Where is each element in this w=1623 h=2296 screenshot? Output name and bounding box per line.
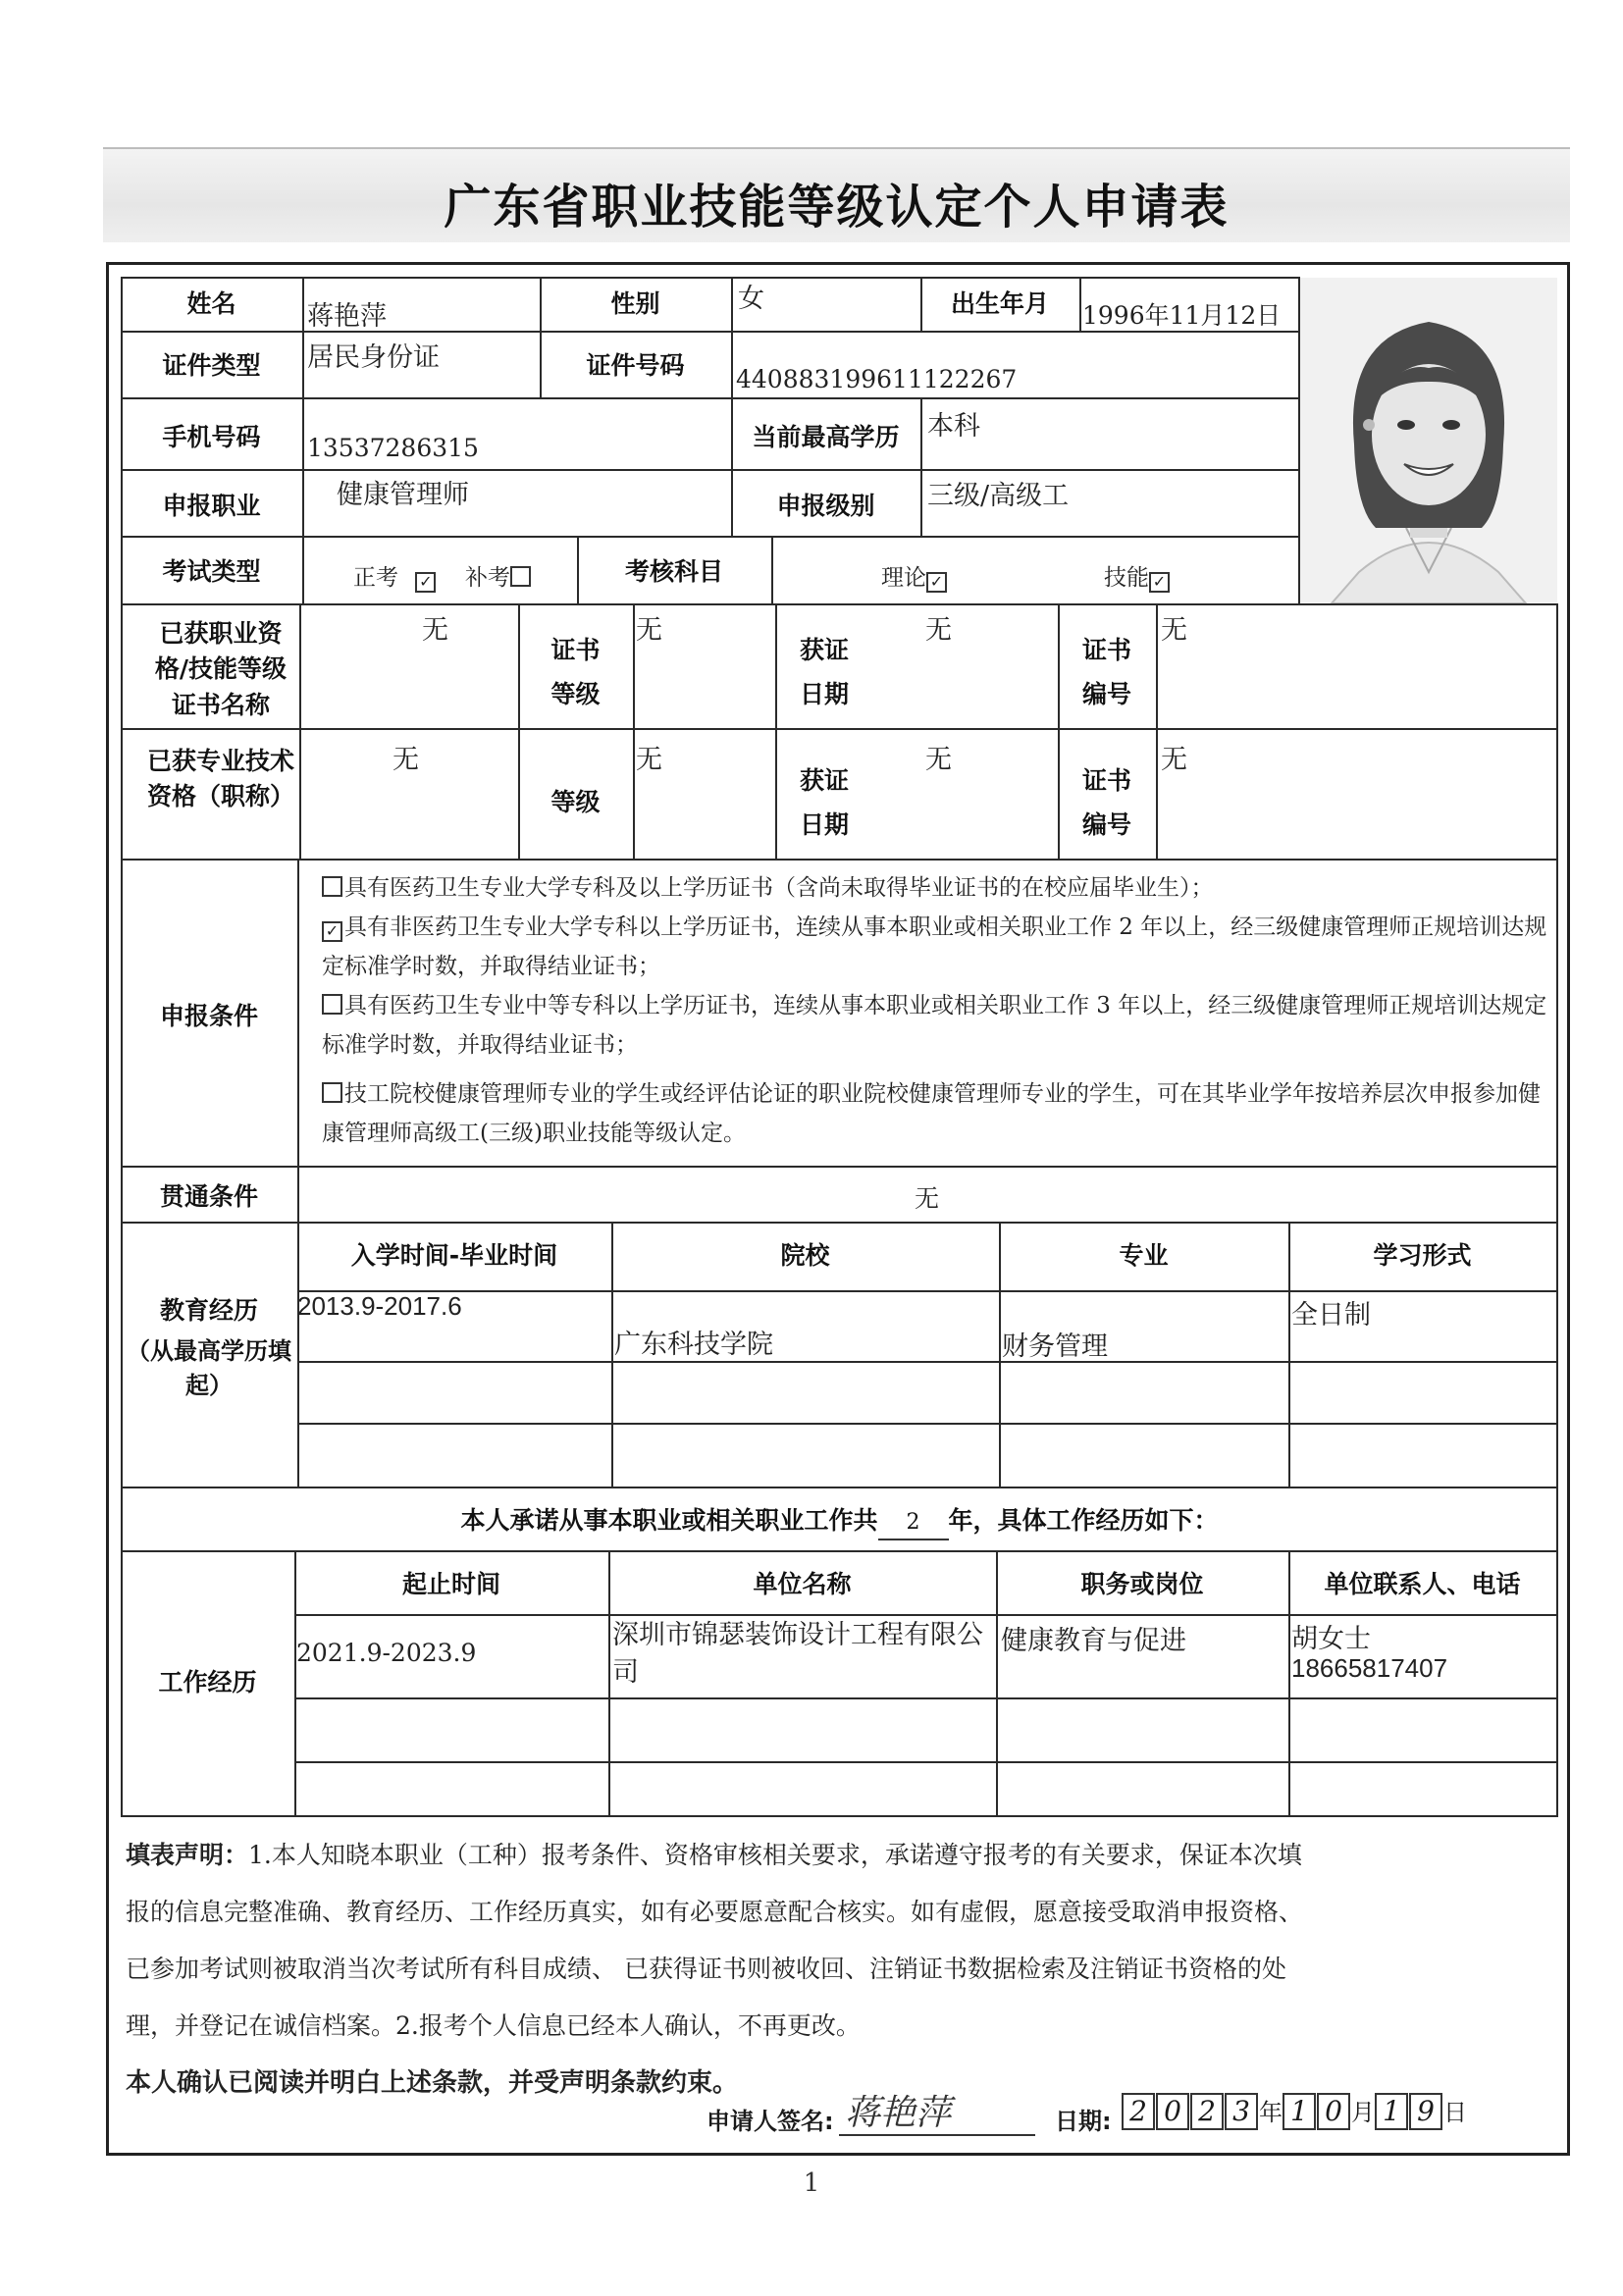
grid-line (297, 1361, 1558, 1363)
value-title-qual-number: 无 (1161, 745, 1187, 775)
date-digit: 1 (1375, 2093, 1408, 2130)
work-row-position: 健康教育与促进 (1001, 1626, 1186, 1656)
exam-type-regular-option[interactable] (353, 559, 438, 593)
grid-line (121, 469, 1300, 471)
value-cert-number: 无 (1161, 615, 1187, 646)
declaration-confirm: 本人确认已阅读并明白上述条款，并受声明条款约束。 (126, 2068, 739, 2098)
work-commitment-prefix: 本人承诺从事本职业或相关职业工作共 (460, 1506, 878, 1535)
work-header-period: 起止时间 (401, 1570, 500, 1598)
declaration-line: 已参加考试则被取消当次考试所有科目成绩、 已获得证书则被收回、注销证书数据检索及注销证书资格的处 (126, 1955, 1286, 1983)
signature-label: 申请人签名: (707, 2108, 834, 2135)
label-cert-grade-2: 等级 (550, 680, 601, 708)
condition-checkbox[interactable] (322, 876, 342, 897)
value-title-qual-grade: 无 (636, 745, 662, 775)
label-cert-no-2: 编号 (1081, 680, 1131, 708)
grid-line (121, 397, 1300, 399)
declaration-text: 1.本人知晓本职业（工种）报考条件、资格审核相关要求，承诺遵守报考的有关要求，保证本次填 (248, 1841, 1302, 1869)
label-cert-no-1: 证书 (1081, 636, 1131, 664)
label-name: 姓名 (186, 289, 236, 318)
exam-type-regular-label: 正考 (353, 565, 398, 591)
grid-line (1079, 277, 1081, 331)
condition-item[interactable] (322, 868, 1548, 908)
day-unit: 日 (1443, 2099, 1467, 2126)
subject-theory-option[interactable] (881, 559, 949, 593)
label-conditions: 申报条件 (159, 1002, 258, 1030)
value-cert-name: 无 (422, 615, 448, 646)
label-id-type: 证件类型 (162, 351, 261, 380)
grid-line (771, 536, 773, 603)
label-through-conditions: 贯通条件 (159, 1182, 258, 1211)
signature-line[interactable] (839, 2085, 1035, 2136)
page-number: 1 (803, 2168, 820, 2198)
date-digit: 1 (1283, 2093, 1316, 2130)
work-commitment-suffix: 年，具体工作经历如下： (948, 1506, 1219, 1535)
label-education-history: 教育经历 (159, 1296, 258, 1325)
declaration-line: 理，并登记在诚信档案。2.报考个人信息已经本人确认，不再更改。 (126, 2011, 861, 2040)
label-title-date-1: 获证 (799, 766, 849, 795)
grid-line (297, 859, 299, 1487)
declaration-heading: 填表声明： (126, 1841, 249, 1869)
condition-checkbox[interactable] (322, 994, 342, 1015)
grid-line (121, 728, 1558, 730)
page-title: 广东省职业技能等级认定个人申请表 (444, 180, 1230, 235)
exam-type-makeup-checkbox[interactable] (510, 566, 531, 587)
label-education-level: 当前最高学历 (752, 423, 900, 451)
condition-text: 具有医药卫生专业大学专科及以上学历证书（含尚未取得毕业证书的在校应届毕业生）； (344, 875, 1214, 901)
value-cert-grade: 无 (636, 615, 662, 646)
work-row-contact-phone: 18665817407 (1291, 1653, 1448, 1683)
edu-row-major: 财务管理 (1002, 1331, 1108, 1362)
grid-line (121, 536, 1300, 538)
value-occupation: 健康管理师 (337, 480, 469, 510)
work-row-contact-name: 胡女士 (1291, 1624, 1371, 1654)
work-row-period: 2021.9-2023.9 (296, 1639, 477, 1667)
edu-row-mode: 全日制 (1291, 1300, 1371, 1331)
grid-line (121, 1222, 1558, 1224)
grid-line (121, 1815, 1558, 1817)
grid-line (1556, 603, 1558, 1815)
value-id-number: 440883199611122267 (736, 365, 1018, 393)
label-work-history: 工作经历 (158, 1668, 257, 1696)
condition-checkbox[interactable] (322, 1082, 342, 1103)
label-title-no-2: 编号 (1081, 810, 1131, 839)
subject-theory-checkbox[interactable] (926, 572, 947, 593)
date-field[interactable] (1122, 2093, 1467, 2130)
label-title-grade: 等级 (550, 788, 601, 816)
condition-text: 具有非医药卫生专业大学专科以上学历证书，连续从事本职业或相关职业工作 2 年以上，经三级健康管理师正规培训达规定标准学时数，并取得结业证书； (322, 914, 1547, 979)
condition-item[interactable] (322, 1074, 1548, 1153)
condition-text: 技工院校健康管理师专业的学生或经评估论证的职业院校健康管理师专业的学生，可在其毕业学年按培养层次申报参加健康管理师高级工(三级)职业技能等级认定。 (322, 1081, 1541, 1146)
work-header-company: 单位名称 (753, 1570, 852, 1598)
grid-line (1156, 603, 1158, 859)
work-header-position: 职务或岗位 (1080, 1570, 1204, 1598)
label-title-date-2: 日期 (799, 810, 849, 839)
date-digit: 0 (1317, 2093, 1350, 2130)
value-cert-date: 无 (925, 615, 952, 646)
grid-line (920, 397, 922, 536)
value-level: 三级/高级工 (927, 481, 1070, 511)
value-name: 蒋艳萍 (307, 301, 387, 332)
condition-item[interactable] (322, 908, 1548, 986)
month-unit: 月 (1351, 2099, 1375, 2126)
label-birth: 出生年月 (950, 289, 1049, 318)
declaration-line (126, 1827, 1548, 1884)
grid-line (297, 1423, 1558, 1425)
portrait-image (1300, 278, 1557, 603)
label-occupation: 申报职业 (162, 492, 261, 520)
grid-line (294, 1761, 1558, 1763)
edu-header-period: 入学时间-毕业时间 (350, 1241, 558, 1270)
label-issue-date-2: 日期 (799, 680, 849, 708)
year-unit: 年 (1259, 2099, 1283, 2126)
grid-line (302, 277, 304, 536)
subject-skill-option[interactable] (1104, 559, 1172, 593)
grid-line (121, 1166, 1558, 1168)
signature-handwriting: 蒋艳萍 (845, 2093, 952, 2133)
label-exam-type: 考试类型 (162, 557, 261, 586)
value-id-type: 居民身份证 (307, 342, 440, 373)
work-row-company: 深圳市锦瑟装饰设计工程有限公司 (612, 1620, 983, 1688)
label-title-no-1: 证书 (1081, 766, 1131, 795)
label-cert-grade-1: 证书 (550, 636, 601, 664)
grid-line (121, 603, 1558, 605)
value-title-qual-date: 无 (925, 745, 952, 775)
work-commitment (121, 1503, 1558, 1540)
grid-line (121, 1550, 1558, 1552)
label-exam-subjects: 考核科目 (624, 557, 723, 586)
value-title-qual-name: 无 (393, 745, 419, 775)
condition-item[interactable] (322, 986, 1548, 1065)
work-commitment-years: 2 (878, 1507, 949, 1540)
condition-text: 具有医药卫生专业中等专科以上学历证书，连续从事本职业或相关职业工作 3 年以上，经三级健康管理师正规培训达规定标准学时数，并取得结业证书； (322, 993, 1547, 1058)
edu-row-period: 2013.9-2017.6 (297, 1291, 462, 1321)
grid-line (121, 1487, 1558, 1488)
date-digit: 3 (1225, 2093, 1258, 2130)
label-gender: 性别 (610, 289, 660, 318)
date-digit: 9 (1409, 2093, 1442, 2130)
applicant-photo (1300, 278, 1557, 603)
subject-skill-label: 技能 (1104, 565, 1149, 591)
value-phone: 13537286315 (307, 434, 479, 462)
grid-line (294, 1697, 1558, 1699)
date-digit: 2 (1190, 2093, 1224, 2130)
label-level: 申报级别 (776, 492, 875, 520)
subject-skill-checkbox[interactable] (1149, 572, 1170, 593)
label-education-note: （从最高学历填起） (127, 1337, 291, 1399)
date-digit: 0 (1156, 2093, 1189, 2130)
edu-header-school: 院校 (780, 1241, 830, 1270)
date-digit: 2 (1122, 2093, 1155, 2130)
value-birth: 1996年11月12日 (1082, 301, 1282, 330)
grid-line (633, 603, 635, 859)
grid-line (731, 277, 733, 397)
condition-checkbox[interactable] (322, 921, 342, 942)
label-id-number: 证件号码 (586, 351, 685, 380)
grid-line (121, 277, 1300, 279)
work-header-contact: 单位联系人、电话 (1324, 1570, 1521, 1598)
edu-header-mode: 学习形式 (1373, 1241, 1472, 1270)
value-gender: 女 (738, 284, 764, 314)
label-title-qual: 已获专业技术资格（职称） (147, 747, 295, 811)
label-cert-name: 已获职业资格/技能等级证书名称 (154, 619, 288, 719)
grid-line (121, 859, 1558, 861)
edu-row-school: 广东科技学院 (614, 1330, 773, 1360)
value-through-conditions: 无 (914, 1184, 939, 1213)
grid-line (297, 1290, 1558, 1292)
grid-line (294, 1614, 1558, 1616)
exam-type-makeup-option[interactable] (465, 559, 533, 592)
label-phone: 手机号码 (162, 423, 261, 451)
exam-type-makeup-label: 补考 (465, 565, 510, 591)
grid-line (302, 536, 304, 603)
subject-theory-label: 理论 (881, 565, 926, 591)
declaration-line: 报的信息完整准确、教育经历、工作经历真实，如有必要愿意配合核实。如有虚假，愿意接受取消申报资格、 (126, 1898, 1304, 1926)
exam-type-regular-checkbox[interactable] (415, 572, 436, 593)
grid-line (299, 603, 301, 859)
value-education-level: 本科 (927, 411, 980, 442)
date-label: 日期: (1055, 2108, 1112, 2135)
label-issue-date-1: 获证 (799, 636, 849, 664)
edu-header-major: 专业 (1119, 1241, 1169, 1270)
